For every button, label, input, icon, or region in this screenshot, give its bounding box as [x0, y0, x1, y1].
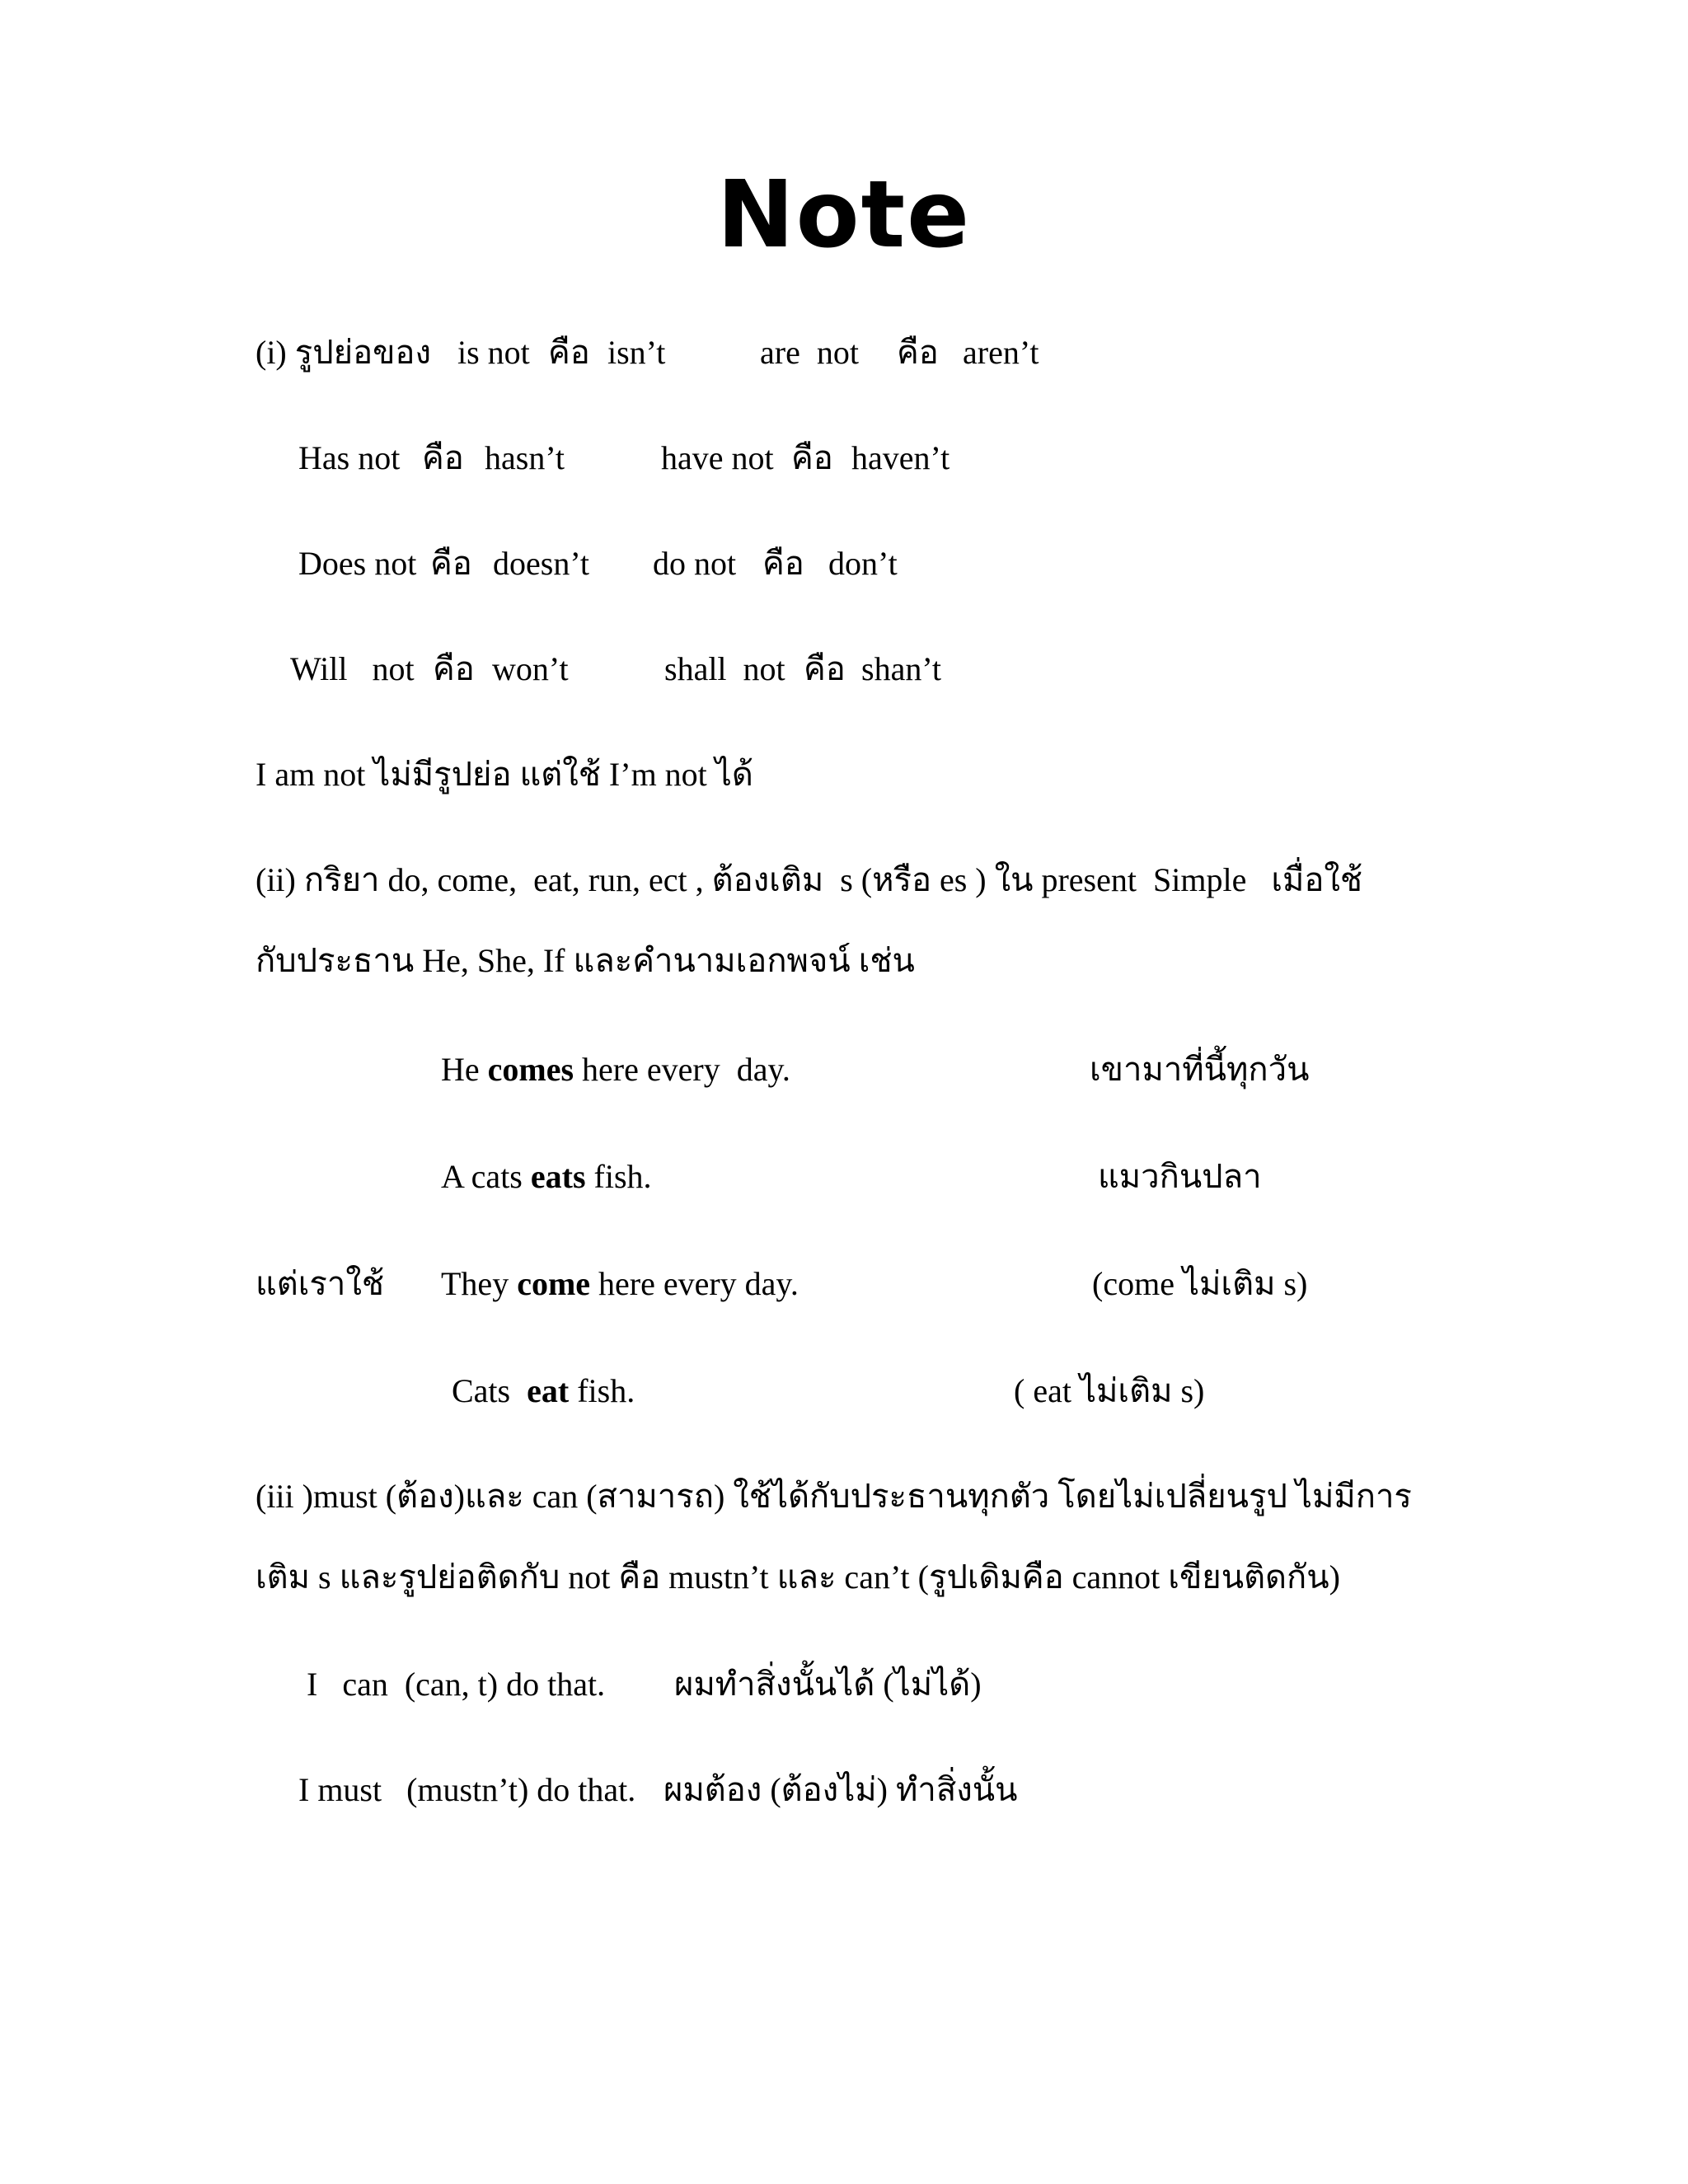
line4-pair2-sep: คือ	[804, 650, 846, 687]
line4-pair2-short: shan’t	[861, 650, 942, 687]
line4-pair2-full: shall not	[664, 650, 785, 687]
line4-pair1-sep: คือ	[433, 650, 475, 687]
line3-pair2-short: don’t	[828, 545, 898, 582]
line3-pair2-sep: คือ	[762, 545, 804, 582]
line2-pair1-full: Has not	[298, 439, 401, 476]
modal-example-english: I must (mustn’t) do that.	[298, 1771, 636, 1808]
example-sentence: Cats eat fish.	[452, 1372, 635, 1409]
line2-pair2-sep: คือ	[791, 439, 833, 476]
line1-pair1-sep: คือ	[548, 334, 590, 371]
section-ii-line2: กับประธาน He, She, If และคำนามเอกพจน์ เช่น	[256, 942, 915, 979]
line2-pair1-short: hasn’t	[485, 439, 565, 476]
example-translation: เขามาที่นี้ทุกวัน	[1090, 1051, 1310, 1088]
line1-pair2-short: aren’t	[963, 334, 1039, 371]
modal-example-thai: ผมต้อง (ต้องไม่) ทำสิ่งนั้น	[663, 1771, 1018, 1808]
section-ii-line1: (ii) กริยา do, come, eat, run, ect , ต้องเติม s (หรือ es ) ใน present Simple เมื่อใช้	[256, 861, 1363, 898]
line1-pair2-sep: คือ	[897, 334, 939, 371]
section-iii-line1: (iii )must (ต้อง)และ can (สามารถ) ใช้ได้กับประธานทุกตัว โดยไม่เปลี่ยนรูป ไม่มีการ	[256, 1478, 1412, 1515]
modal-example-thai: ผมทำสิ่งนั้นได้ (ไม่ได้)	[674, 1666, 982, 1703]
section-iii-line2: เติม s และรูปย่อติดกับ not คือ mustn’t และ can’t (รูปเดิมคือ cannot เขียนติดกัน)	[256, 1558, 1340, 1596]
line4-pair1-full: Will not	[290, 650, 415, 687]
section-i-note: I am not ไม่มีรูปย่อ แต่ใช้ I’m not ได้	[256, 756, 753, 793]
section-i-prefix: (i) รูปย่อของ	[256, 334, 431, 371]
but-label: แต่เราใช้	[256, 1265, 385, 1302]
example-translation: ( eat ไม่เติม s)	[1014, 1372, 1205, 1409]
line1-pair1-short: isn’t	[607, 334, 666, 371]
modal-example-english: I can (can, t) do that.	[307, 1666, 606, 1703]
example-translation: แมวกินปลา	[1098, 1158, 1262, 1195]
example-sentence: He comes here every day.	[441, 1051, 790, 1088]
line3-pair2-full: do not	[653, 545, 737, 582]
line3-pair1-short: doesn’t	[493, 545, 590, 582]
line2-pair2-full: have not	[661, 439, 774, 476]
line2-pair1-sep: คือ	[422, 439, 464, 476]
example-translation: (come ไม่เติม s)	[1092, 1265, 1308, 1302]
line4-pair1-short: won’t	[492, 650, 569, 687]
line3-pair1-sep: คือ	[430, 545, 472, 582]
line3-pair1-full: Does not	[298, 545, 417, 582]
example-sentence: A cats eats fish.	[441, 1158, 652, 1195]
line2-pair2-short: haven’t	[851, 439, 950, 476]
example-sentence: They come here every day.	[441, 1265, 799, 1302]
page-title: Note	[716, 162, 972, 269]
line1-pair2-full: are not	[760, 334, 859, 371]
line1-pair1-full: is not	[457, 334, 530, 371]
